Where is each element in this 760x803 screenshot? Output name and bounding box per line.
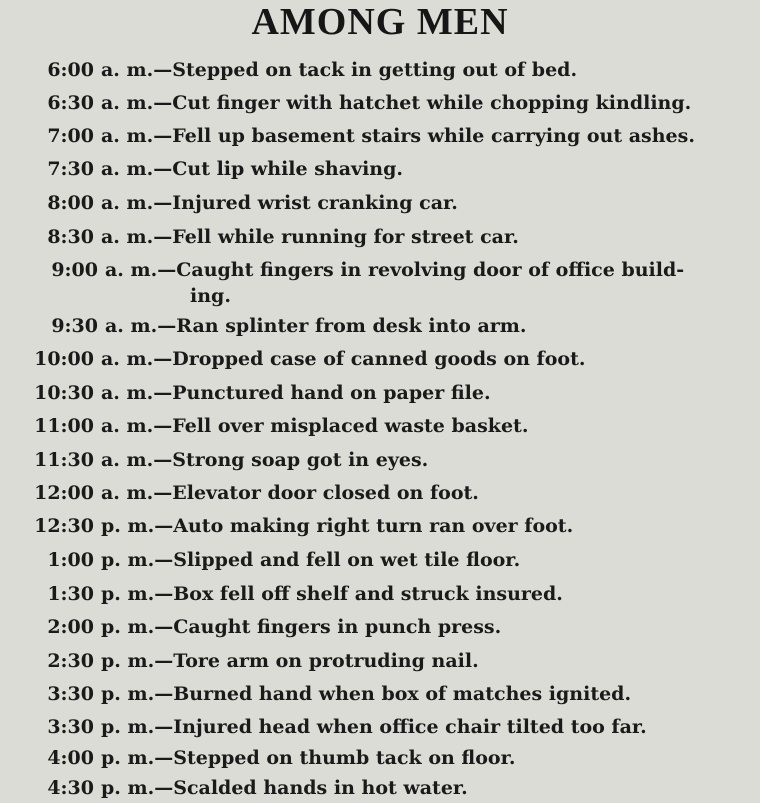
- entry-text: a. m.—Caught fingers in revolving door of office build-: [105, 259, 685, 281]
- entry-text: a. m.—Cut finger with hatchet while chopping kindling.: [101, 92, 692, 114]
- entry-time: 7:30: [47, 158, 94, 180]
- entry-text: p. m.—Burned hand when box of matches ignited.: [101, 683, 632, 705]
- entry-text: a. m.—Fell while running for street car.: [101, 226, 519, 248]
- entry-text: p. m.—Box fell off shelf and struck insured.: [101, 583, 563, 605]
- entry-time: 6:30: [47, 92, 94, 114]
- entry-time: 11:00: [34, 415, 94, 437]
- entry-text: p. m.—Auto making right turn ran over foot.: [101, 515, 574, 537]
- entry-time: 4:30: [47, 777, 94, 799]
- entry-text: p. m.—Slipped and fell on wet tile floor.: [101, 549, 521, 571]
- entry-time: 9:30: [51, 315, 98, 337]
- entry-text: a. m.—Fell over misplaced waste basket.: [101, 415, 529, 437]
- entry-text: p. m.—Injured head when office chair tilted too far.: [101, 716, 647, 738]
- entry-time: 9:00: [51, 259, 98, 281]
- entry-time: 3:30: [47, 716, 94, 738]
- entry-text: a. m.—Cut lip while shaving.: [101, 158, 404, 180]
- entry-text: a. m.—Injured wrist cranking car.: [101, 192, 458, 214]
- entry-time: 11:30: [34, 449, 94, 471]
- entry-time: 10:00: [34, 348, 94, 370]
- entry-text: p. m.—Scalded hands in hot water.: [101, 777, 468, 799]
- entry-text: p. m.—Caught fingers in punch press.: [101, 616, 502, 638]
- entry-time: 4:00: [47, 747, 94, 769]
- entry-text: p. m.—Stepped on thumb tack on floor.: [101, 747, 516, 769]
- entry-time: 10:30: [34, 382, 94, 404]
- entry-time: 2:00: [47, 616, 94, 638]
- entry-text: a. m.—Strong soap got in eyes.: [101, 449, 429, 471]
- entry-text: a. m.—Elevator door closed on foot.: [101, 482, 479, 504]
- entry-time: 1:30: [47, 583, 94, 605]
- entry-time: 6:00: [47, 59, 94, 81]
- entry-text: a. m.—Punctured hand on paper file.: [101, 382, 491, 404]
- entry-time: 1:00: [47, 549, 94, 571]
- page-title: AMONG MEN: [251, 1, 509, 43]
- entry-time: 12:30: [34, 515, 94, 537]
- entry-text: a. m.—Ran splinter from desk into arm.: [105, 315, 527, 337]
- entry-text: a. m.—Dropped case of canned goods on foot.: [101, 348, 586, 370]
- entry-time: 8:00: [47, 192, 94, 214]
- entry-continuation: ing.: [190, 285, 231, 307]
- entry-time: 2:30: [47, 650, 94, 672]
- entry-time: 8:30: [47, 226, 94, 248]
- entry-text: a. m.—Stepped on tack in getting out of bed.: [101, 59, 578, 81]
- entry-time: 12:00: [34, 482, 94, 504]
- entry-time: 3:30: [47, 683, 94, 705]
- entry-time: 7:00: [47, 125, 94, 147]
- entry-text: p. m.—Tore arm on protruding nail.: [101, 650, 479, 672]
- entry-text: a. m.—Fell up basement stairs while carrying out ashes.: [101, 125, 695, 147]
